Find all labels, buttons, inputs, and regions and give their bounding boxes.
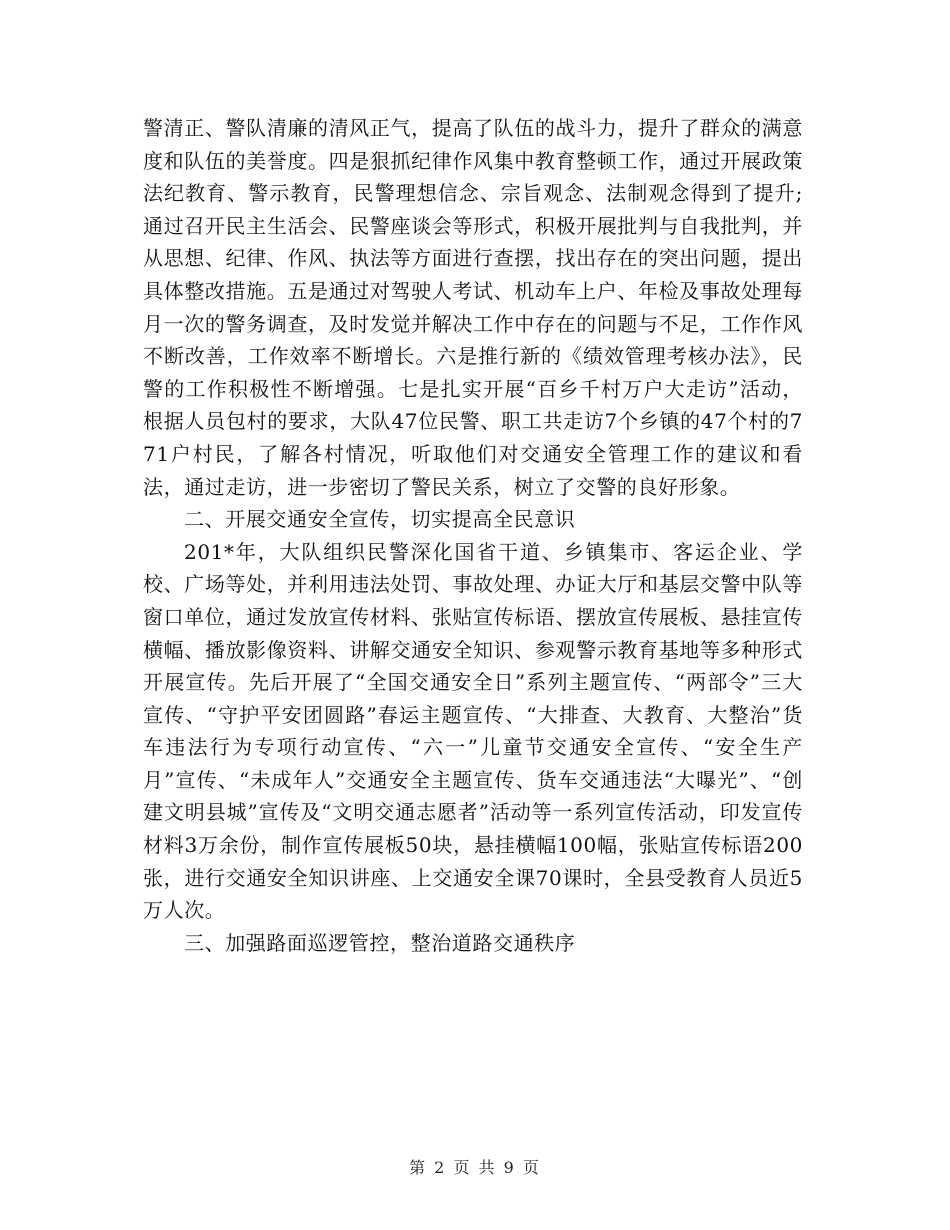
- page-number-footer: 第 2 页 共 9 页: [409, 1158, 541, 1177]
- paragraph-propaganda: 201*年，大队组织民警深化国省干道、乡镇集市、客运企业、学校、广场等处，并利用违法处罚、事故处理、办证大厅和基层交警中队等窗口单位，通过发放宣传材料、张贴宣传标语、摆放宣传展板、悬挂宣传横幅、播放影像资料、讲解交通安全知识、参观警示教育基地等多种形式开展宣传。先后开展了“全国交通安全日”系列主题宣传、“两部令”三大宣传、“守护平安团圆路”春运主题宣传、“大排查、大教育、大整治”货车违法行为专项行动宣传、“六一”儿童节交通安全宣传、“安全生产月”宣传、“未成年人”交通安全主题宣传、货车交通违法“大曝光”、“创建文明县城”宣传及“文明交通志愿者”活动等一系列宣传活动，印发宣传材料3万余份，制作宣传展板50块，悬挂横幅100幅，张贴宣传标语200张，进行交通安全知识讲座、上交通安全课70课时，全县受教育人员近5万人次。: [143, 539, 803, 923]
- section-heading-two: 二、开展交通安全宣传，切实提高全民意识: [184, 507, 576, 532]
- section-heading-three: 三、加强路面巡逻管控，整治道路交通秩序: [184, 930, 576, 955]
- paragraph-continuation: 警清正、警队清廉的清风正气，提高了队伍的战斗力，提升了群众的满意度和队伍的美誉度。四是狠抓纪律作风集中教育整顿工作，通过开展政策法纪教育、警示教育，民警理想信念、宗旨观念、法制观念得到了提升;通过召开民主生活会、民警座谈会等形式，积极开展批判与自我批判，并从思想、纪律、作风、执法等方面进行查摆，找出存在的突出问题，提出具体整改措施。五是通过对驾驶人考试、机动车上户、年检及事故处理每月一次的警务调查，及时发觉并解决工作中存在的问题与不足，工作作风不断改善，工作效率不断增长。六是推行新的《绩效管理考核办法》，民警的工作积极性不断增强。七是扎实开展“百乡千村万户大走访”活动，根据人员包村的要求，大队47位民警、职工共走访7个乡镇的47个村的771户村民，了解各村情况，听取他们对交通安全管理工作的建议和看法，通过走访，进一步密切了警民关系，树立了交警的良好形象。: [143, 116, 803, 499]
- document-body: [143, 112, 803, 959]
